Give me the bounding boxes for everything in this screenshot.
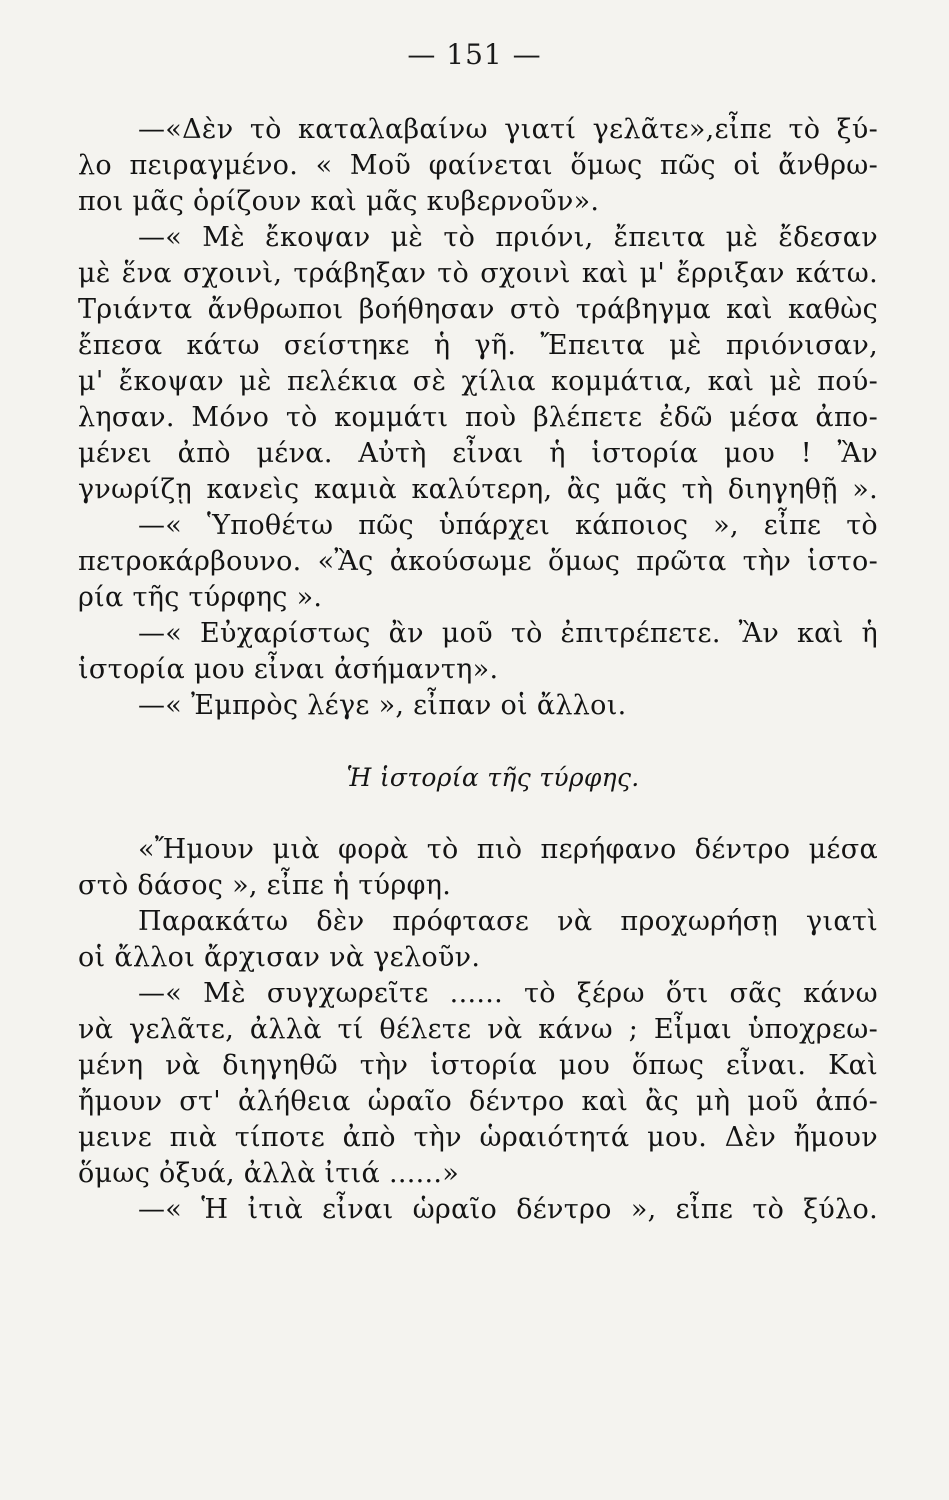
text-line: «Ἤμουν μιὰ φορὰ τὸ πιὸ περήφανο δέντρο μέσα	[138, 834, 878, 865]
text-line: λο πειραγμένο. « Μοῦ φαίνεται ὅμως πῶς οἱ ἄνθρω-	[78, 150, 878, 181]
text-line: μένει ἀπὸ μένα. Αὐτὴ εἶναι ἡ ἱστορία μου ! Ἂν	[78, 438, 878, 469]
text-line: ἔπεσα κάτω σείστηκε ἡ γῆ. Ἔπειτα μὲ πριόνισαν,	[78, 330, 878, 361]
text-line: ἤμουν στ' ἀλήθεια ὡραῖο δέντρο καὶ ἂς μὴ μοῦ ἀπό-	[78, 1086, 878, 1117]
text-line: νὰ γελᾶτε, ἀλλὰ τί θέλετε νὰ κάνω ; Εἶμαι ὑποχρεω-	[78, 1014, 878, 1045]
section-gap	[78, 724, 878, 760]
body-text	[78, 112, 878, 1228]
text-line: γνωρίζῃ κανεὶς καμιὰ καλύτερη, ἂς μᾶς τὴ διηγηθῇ ».	[78, 474, 878, 505]
text-line: μ' ἔκοψαν μὲ πελέκια σὲ χίλια κομμάτια, καὶ μὲ πού-	[78, 366, 878, 397]
text-line: —« Ἡ ἰτιὰ εἶναι ὡραῖο δέντρο », εἶπε τὸ ξύλο.	[138, 1194, 878, 1225]
page-number: — 151 —	[407, 38, 542, 71]
text-line: στὸ δάσος », εἶπε ἡ τύρφη.	[78, 870, 452, 901]
text-line: μεινε πιὰ τίποτε ἀπὸ τὴν ὡραιότητά μου. Δὲν ἤμουν	[78, 1122, 878, 1153]
text-line: λησαν. Μόνο τὸ κομμάτι ποὺ βλέπετε ἐδῶ μέσα ἀπο-	[78, 402, 878, 433]
text-line: —« Ἐμπρὸς λέγε », εἶπαν οἱ ἄλλοι.	[138, 690, 627, 721]
text-line: μένη νὰ διηγηθῶ τὴν ἱστορία μου ὅπως εἶναι. Καὶ	[78, 1050, 878, 1081]
text-line: πετροκάρβουνο. «Ἂς ἀκούσωμε ὅμως πρῶτα τὴν ἱστο-	[78, 546, 878, 577]
text-line: Τριάντα ἄνθρωποι βοήθησαν στὸ τράβηγμα καὶ καθὼς	[78, 294, 878, 325]
text-line: οἱ ἄλλοι ἄρχισαν νὰ γελοῦν.	[78, 942, 481, 973]
text-line: ποι μᾶς ὁρίζουν καὶ μᾶς κυβερνοῦν».	[78, 186, 600, 217]
text-line: —« Μὲ ἔκοψαν μὲ τὸ πριόνι, ἔπειτα μὲ ἔδεσαν	[138, 222, 878, 253]
text-line: —« Μὲ συγχωρεῖτε ...... τὸ ξέρω ὅτι σᾶς κάνω	[138, 978, 878, 1009]
text-line: —« Εὐχαρίστως ἂν μοῦ τὸ ἐπιτρέπετε. Ἂν καὶ ἡ	[138, 618, 878, 649]
section-gap	[78, 796, 878, 832]
text-line: —« Ὑποθέτω πῶς ὑπάρχει κάποιος », εἶπε τὸ	[138, 510, 878, 541]
section-title: Ἡ ἱστορία τῆς τύρφης.	[346, 763, 640, 792]
text-line: ρία τῆς τύρφης ».	[78, 582, 323, 613]
text-line: ἱστορία μου εἶναι ἀσήμαντη».	[78, 654, 499, 685]
text-line: μὲ ἕνα σχοινὶ, τράβηξαν τὸ σχοινὶ καὶ μ' ἔρριξαν κάτω.	[78, 258, 878, 289]
text-line: Παρακάτω δὲν πρόφτασε νὰ προχωρήσῃ γιατὶ	[138, 906, 878, 937]
text-line: ὅμως ὀξυά, ἀλλὰ ἰτιά ......»	[78, 1158, 460, 1189]
text-line: —«Δὲν τὸ καταλαβαίνω γιατί γελᾶτε»,εἶπε τὸ ξύ-	[138, 114, 878, 145]
